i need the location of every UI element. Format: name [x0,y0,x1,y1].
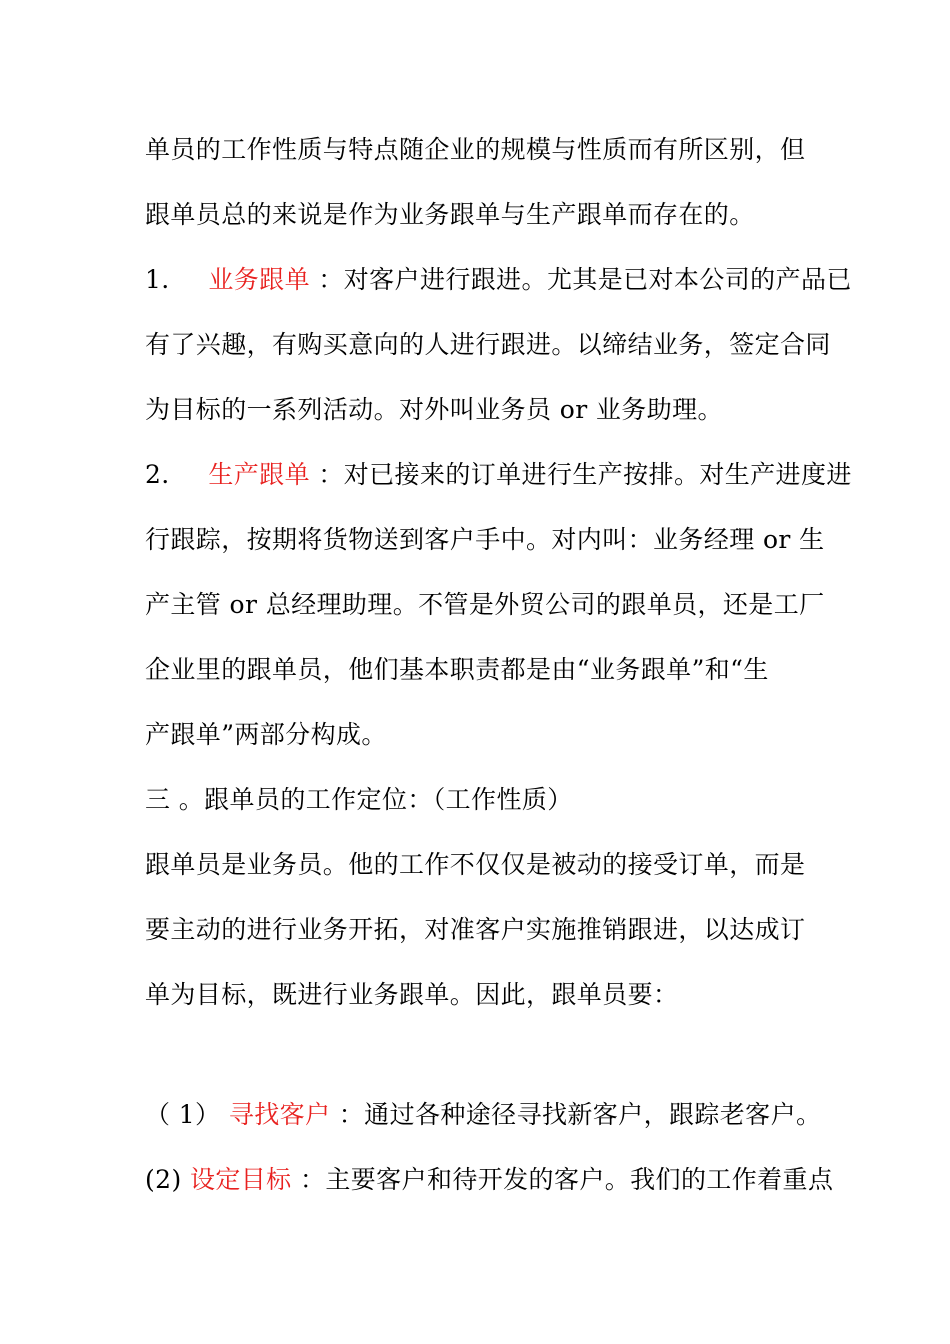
text-segment: 要主动的进行业务开拓，对准客户实施推销跟进，以达成订 [145,915,806,944]
sub-item-number: (2) [145,1165,182,1194]
sub-item-1 [145,1095,825,1135]
text-segment: 企业里的跟单员，他们基本职责都是由“业务跟单”和“生 [145,655,769,684]
list-item-2-line-1 [145,455,852,495]
text-segment: ：主要客户和待开发的客户。我们的工作着重点 [299,1165,834,1194]
highlighted-term-production-follow-up: 生产跟单 [208,460,310,489]
list-item-2-line-5 [145,715,825,755]
text-segment: 为目标的一系列活动。对外叫业务员 or 业务助理。 [145,395,723,424]
heading-text: 三 。跟单员的工作定位：（工作性质） [145,785,573,814]
text-segment: ：对客户进行跟进。尤其是已对本公司的产品已 [318,265,852,294]
list-item-2-line-4 [145,650,825,690]
highlighted-term-set-targets: 设定目标 [189,1165,292,1194]
list-item-1-line-2 [145,325,831,365]
list-item-2-line-2 [145,520,825,560]
text-segment: 行跟踪，按期将货物送到客户手中。对内叫：业务经理 or 生 [145,525,825,554]
section-3-line-2 [145,910,825,950]
highlighted-term-find-customers: 寻找客户 [228,1100,331,1129]
list-number: 1. [145,265,170,294]
paragraph-line-1 [145,130,825,170]
text-segment: ：对已接来的订单进行生产按排。对生产进度进 [318,460,852,489]
text-segment: 单员的工作性质与特点随企业的规模与性质而有所区别，但 [145,135,806,164]
section-heading-3 [145,780,825,820]
highlighted-term-business-follow-up: 业务跟单 [208,265,310,294]
text-segment: 跟单员总的来说是作为业务跟单与生产跟单而存在的。 [145,200,755,229]
section-3-line-3 [145,975,825,1015]
sub-item-2 [145,1160,834,1200]
list-number: 2. [145,460,170,489]
list-item-1-line-1 [145,260,852,300]
list-item-1-line-3 [145,390,825,430]
text-segment: ：通过各种途径寻找新客户，跟踪老客户。 [338,1100,822,1129]
sub-item-number: （ 1） [145,1100,221,1129]
text-segment: 单为目标，既进行业务跟单。因此，跟单员要： [145,980,679,1009]
text-segment: 跟单员是业务员。他的工作不仅仅是被动的接受订单，而是 [145,850,806,879]
paragraph-line-2 [145,195,825,235]
list-item-2-line-3 [145,585,825,625]
text-segment: 产主管 or 总经理助理。不管是外贸公司的跟单员，还是工厂 [145,590,825,619]
text-segment: 有了兴趣，有购买意向的人进行跟进。以缔结业务，签定合同 [145,330,831,359]
section-3-line-1 [145,845,825,885]
text-segment: 产跟单”两部分构成。 [145,720,387,749]
